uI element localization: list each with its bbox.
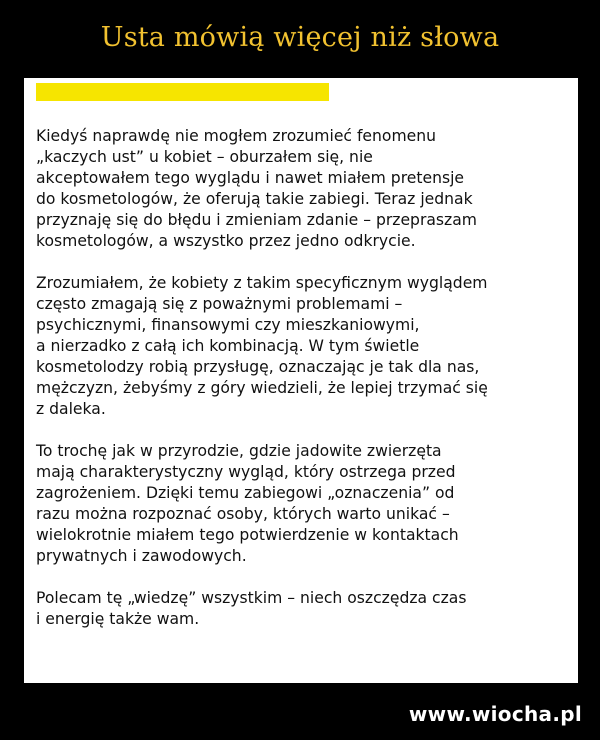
text-line: i energię także wam. — [36, 610, 200, 628]
text-line: kosmetolodzy robią przysługę, oznaczając je tak dla nas, — [36, 358, 480, 376]
paragraph-1 — [36, 126, 576, 252]
text-line: do kosmetologów, że oferują takie zabiegi. Teraz jednak — [36, 190, 473, 208]
text-line: Zrozumiałem, że kobiety z takim specyficznym wyglądem — [36, 274, 488, 292]
text-line: „kaczych ust” u kobiet – oburzałem się, nie — [36, 148, 373, 166]
text-line: często zmagają się z poważnymi problemami – — [36, 295, 403, 313]
text-line: z daleka. — [36, 400, 106, 418]
text-line: mężczyzn, żebyśmy z góry wiedzieli, że lepiej trzymać się — [36, 379, 488, 397]
text-line: razu można rozpoznać osoby, których warto unikać – — [36, 505, 450, 523]
text-line: wielokrotnie miałem tego potwierdzenie w kontaktach — [36, 526, 459, 544]
text-line: zagrożeniem. Dzięki temu zabiegowi „oznaczenia” od — [36, 484, 455, 502]
yellow-accent-bar — [36, 83, 329, 101]
text-line: mają charakterystyczny wygląd, który ostrzega przed — [36, 463, 456, 481]
text-line: Polecam tę „wiedzę” wszystkim – niech oszczędza czas — [36, 589, 467, 607]
text-line: prywatnych i zawodowych. — [36, 547, 247, 565]
text-card — [22, 76, 580, 685]
text-line: kosmetologów, a wszystko przez jedno odkrycie. — [36, 232, 416, 250]
text-line: przyznaję się do błędu i zmieniam zdanie – przepraszam — [36, 211, 477, 229]
paragraph-4 — [36, 588, 576, 630]
site-watermark: www.wiocha.pl — [408, 702, 582, 726]
text-line: psychicznymi, finansowymi czy mieszkaniowymi, — [36, 316, 420, 334]
story-text — [36, 126, 576, 651]
text-line: Kiedyś naprawdę nie mogłem zrozumieć fenomenu — [36, 127, 437, 145]
paragraph-2 — [36, 273, 576, 420]
text-line: To trochę jak w przyrodzie, gdzie jadowite zwierzęta — [36, 442, 442, 460]
paragraph-3 — [36, 441, 576, 567]
text-line: a nierzadko z całą ich kombinacją. W tym świetle — [36, 337, 420, 355]
text-line: akceptowałem tego wyglądu i nawet miałem pretensje — [36, 169, 464, 187]
page-title: Usta mówią więcej niż słowa — [100, 22, 500, 53]
